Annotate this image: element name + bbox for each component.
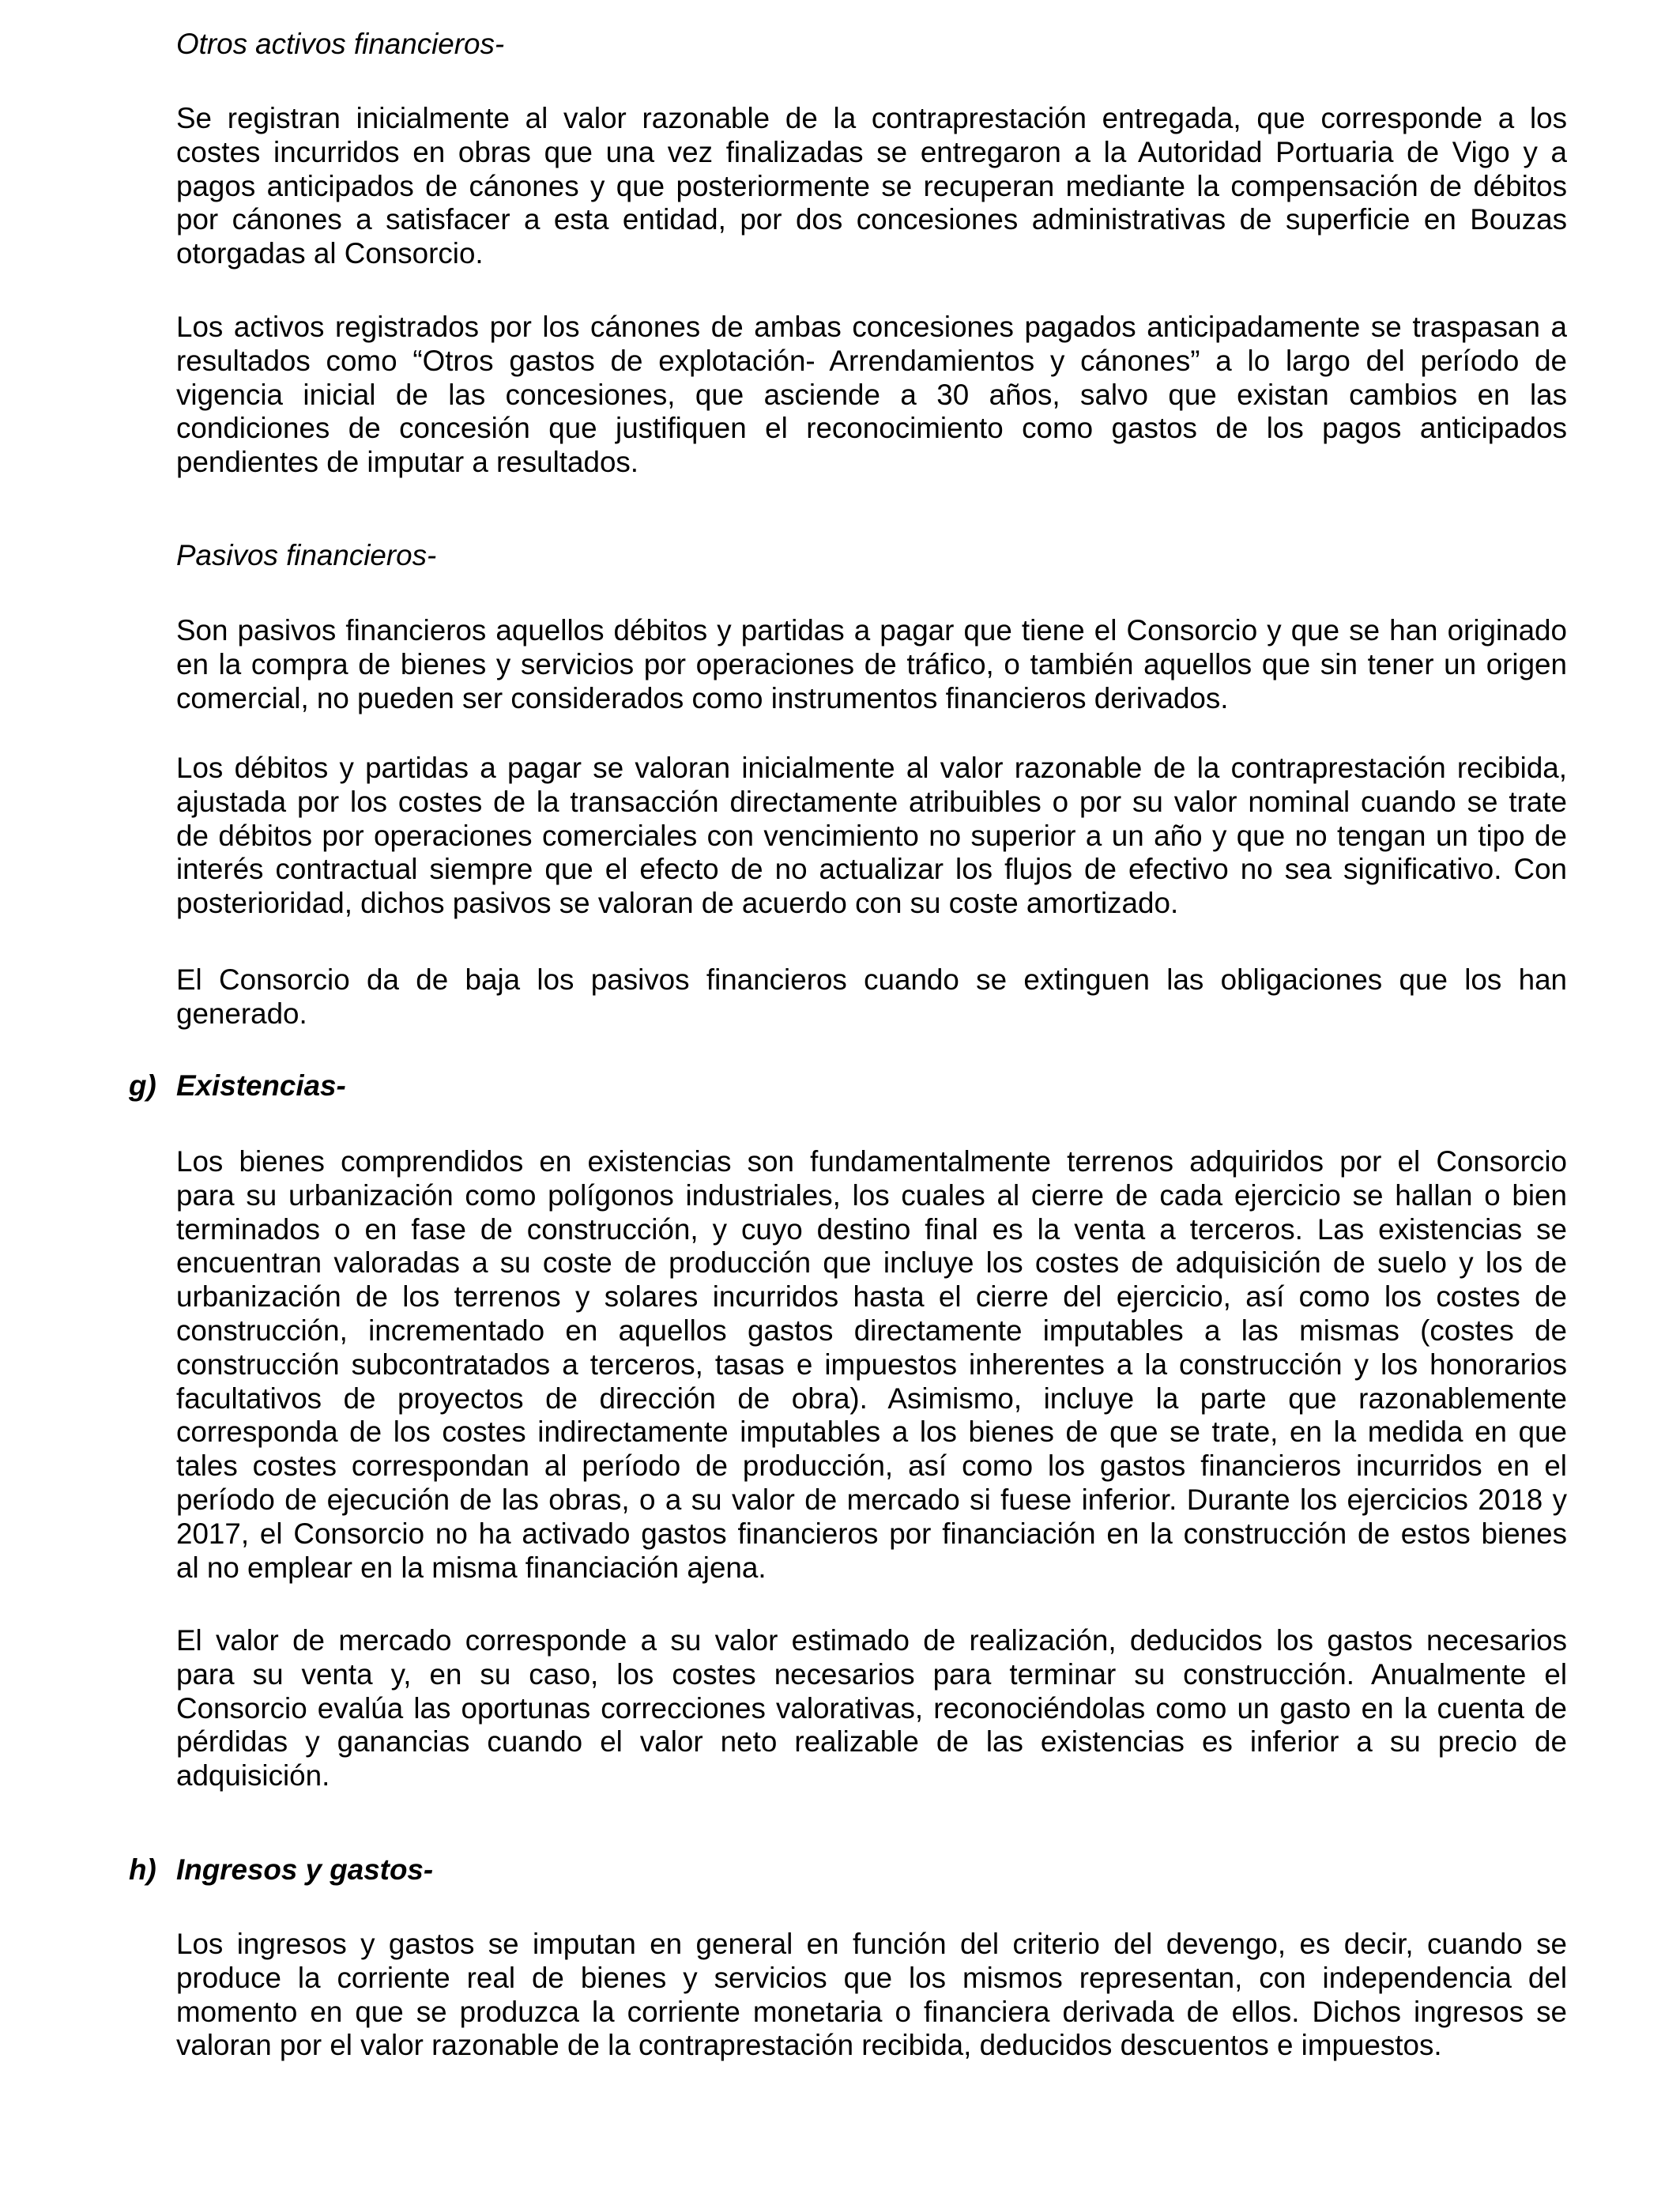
- text-line: terminados o en fase de construcción, y cuyo destino final es la venta a terceros. Las existencias se: [176, 1212, 1567, 1246]
- text-line: Los débitos y partidas a pagar se valoran inicialmente al valor razonable de la contraprestación recibida,: [176, 752, 1567, 784]
- text-line: en la compra de bienes y servicios por operaciones de tráfico, o también aquellos que sin tener un origen: [176, 647, 1567, 680]
- text-line: tales costes correspondan al período de producción, así como los gastos financieros incurridos en el: [176, 1449, 1567, 1483]
- text-line: interés contractual siempre que el efecto de no actualizar los flujos de efectivo no sea significativo. Con: [176, 853, 1567, 886]
- text-line: El Consorcio da de baja los pasivos financieros cuando se extinguen las obligaciones que los han: [176, 963, 1567, 996]
- text-line: adquisición.: [176, 1759, 330, 1793]
- text-line: facultativos de proyectos de dirección de obra). Asimismo, incluye la parte que razonablemente: [176, 1382, 1567, 1415]
- text-line: Se registran inicialmente al valor razonable de la contraprestación entregada, que corresponde a los: [176, 102, 1567, 134]
- text-line: urbanización de los terrenos y solares incurridos hasta el cierre del ejercicio, así como los costes de: [176, 1280, 1567, 1314]
- text-line: Los ingresos y gastos se imputan en general en función del criterio del devengo, es decir, cuando se: [176, 1928, 1567, 1960]
- text-line: generado.: [176, 997, 307, 1030]
- text-line: vigencia inicial de las concesiones, que asciende a 30 años, salvo que existan cambios en las: [176, 378, 1567, 411]
- text-line: Los bienes comprendidos en existencias son fundamentalmente terrenos adquiridos por el Consorcio: [176, 1145, 1567, 1178]
- text-line: por cánones a satisfacer a esta entidad, por dos concesiones administrativas de superficie en Bouzas: [176, 203, 1567, 236]
- paragraph-pasivos-3: [176, 963, 1567, 1031]
- text-line: período de ejecución de las obras, o a su valor de mercado si fuese inferior. Durante los ejercicios 2018 y: [176, 1483, 1567, 1516]
- text-line: para su urbanización como polígonos industriales, los cuales al cierre de cada ejercicio se hallan o bien: [176, 1178, 1567, 1212]
- paragraph-pasivos-2: [176, 752, 1567, 921]
- text-line: Los activos registrados por los cánones de ambas concesiones pagados anticipadamente se traspasan a: [176, 311, 1567, 343]
- text-line: El valor de mercado corresponde a su valor estimado de realización, deducidos los gastos necesarios: [176, 1624, 1567, 1657]
- section-heading-ingresos-gastos: [0, 1853, 1680, 1887]
- section-label: g): [129, 1069, 156, 1102]
- text-line: para su venta y, en su caso, los costes necesarios para terminar su construcción. Anualmente el: [176, 1657, 1567, 1691]
- section-title: Ingresos y gastos-: [176, 1853, 434, 1886]
- text-line: momento en que se produzca la corriente monetaria o financiera derivada de ellos. Dichos ingresos se: [176, 1995, 1567, 2028]
- text-line: 2017, el Consorcio no ha activado gastos financieros por financiación en la construcción de estos bienes: [176, 1517, 1567, 1550]
- text-line: construcción subcontratados a terceros, tasas e impuestos inherentes a la construcción y los honorarios: [176, 1348, 1567, 1381]
- text-line: costes incurridos en obras que una vez finalizadas se entregaron a la Autoridad Portuaria de Vigo y a: [176, 135, 1567, 168]
- text-line: Son pasivos financieros aquellos débitos y partidas a pagar que tiene el Consorcio y que se han originado: [176, 614, 1567, 647]
- text-line: pérdidas y ganancias cuando el valor neto realizable de las existencias es inferior a su precio de: [176, 1725, 1567, 1759]
- text-line: posterioridad, dichos pasivos se valoran de acuerdo con su coste amortizado.: [176, 887, 1179, 920]
- text-line: otorgadas al Consorcio.: [176, 237, 484, 270]
- text-line: ajustada por los costes de la transacción directamente atribuibles o por su valor nominal cuando se trate: [176, 785, 1567, 818]
- paragraph-existencias-2: [176, 1624, 1567, 1793]
- text-line: valoran por el valor razonable de la contraprestación recibida, deducidos descuentos e impuestos.: [176, 2029, 1442, 2062]
- section-title: Existencias-: [176, 1069, 346, 1102]
- paragraph-pasivos-1: [176, 614, 1567, 715]
- text-line: construcción, incrementado en aquellos gastos directamente imputables a las mismas (costes de: [176, 1314, 1567, 1347]
- text-line: resultados como “Otros gastos de explotación- Arrendamientos y cánones” a lo largo del período de: [176, 344, 1567, 377]
- text-line: de débitos por operaciones comerciales con vencimiento no superior a un año y que no tengan un tipo de: [176, 819, 1567, 852]
- text-line: pendientes de imputar a resultados.: [176, 446, 639, 479]
- text-line: comercial, no pueden ser considerados como instrumentos financieros derivados.: [176, 681, 1229, 714]
- paragraph-ingresos-1: [176, 1928, 1567, 2063]
- paragraph-otros-activos-1: [176, 102, 1567, 271]
- text-line: pagos anticipados de cánones y que posteriormente se recuperan mediante la compensación de débitos: [176, 169, 1567, 202]
- text-line: corresponda de los costes indirectamente imputables a los bienes de que se trate, en la medida en que: [176, 1416, 1567, 1449]
- paragraph-otros-activos-2: [176, 311, 1567, 480]
- subheading-pasivos-financieros: Pasivos financieros-: [176, 539, 437, 571]
- text-line: condiciones de concesión que justifiquen el reconocimiento como gastos de los pagos anticipados: [176, 412, 1567, 445]
- section-label: h): [129, 1853, 156, 1886]
- paragraph-existencias-1: [176, 1145, 1567, 1585]
- text-line: produce la corriente real de bienes y servicios que los mismos representan, con independencia del: [176, 1961, 1567, 1994]
- subheading-otros-activos: Otros activos financieros-: [176, 28, 505, 60]
- text-line: Consorcio evalúa las oportunas correcciones valorativas, reconociéndolas como un gasto en la cuenta de: [176, 1691, 1567, 1725]
- text-line: encuentran valoradas a su coste de producción que incluye los costes de adquisición de suelo y los de: [176, 1246, 1567, 1280]
- section-heading-existencias: [0, 1069, 1680, 1103]
- text-line: al no emplear en la misma financiación ajena.: [176, 1551, 767, 1584]
